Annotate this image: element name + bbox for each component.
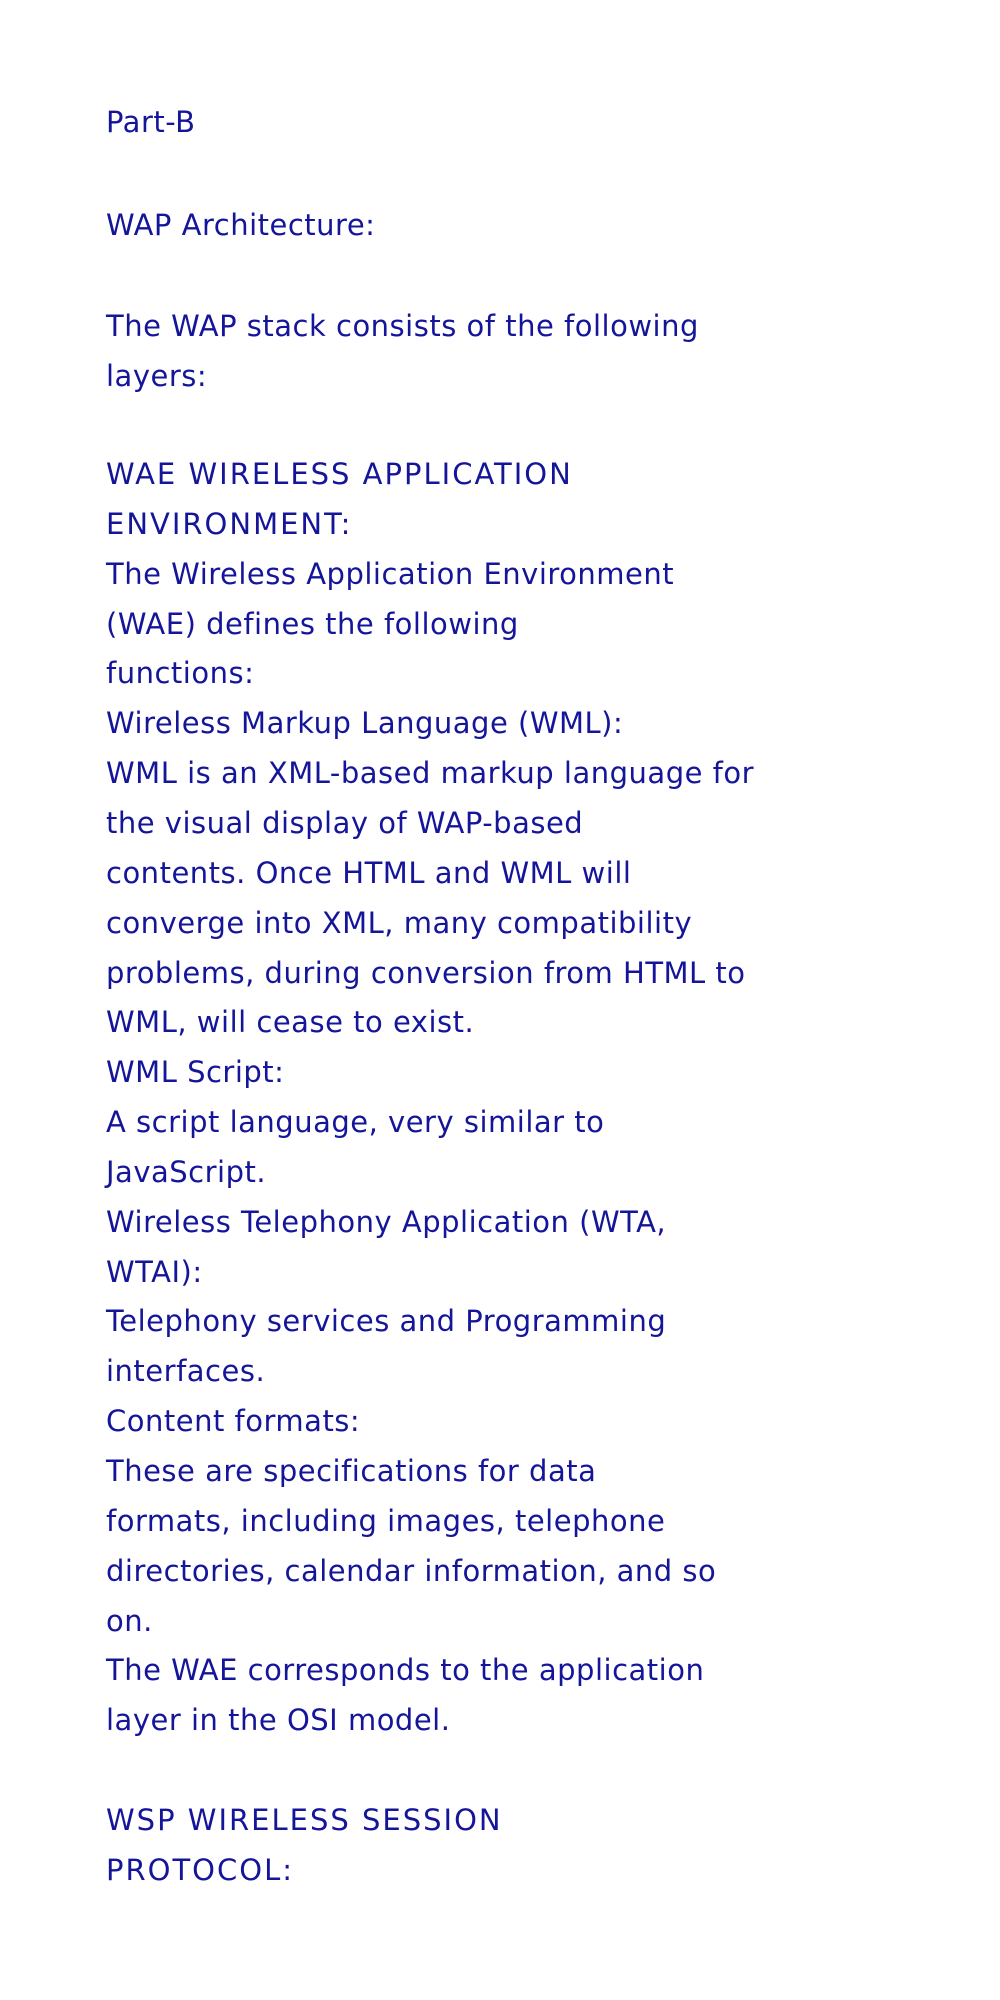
body-line: WTAI): (106, 1255, 203, 1289)
wsp-heading-line: PROTOCOL: (106, 1853, 295, 1887)
part-label: Part-B (106, 105, 196, 139)
wsp-heading-line: WSP WIRELESS SESSION (106, 1803, 503, 1837)
body-line: contents. Once HTML and WML will (106, 856, 632, 890)
body-line: directories, calendar information, and so (106, 1554, 717, 1588)
body-line: The WAE corresponds to the application (106, 1653, 705, 1687)
body-line: A script language, very similar to (106, 1105, 605, 1139)
body-line: interfaces. (106, 1354, 266, 1388)
body-line: functions: (106, 656, 255, 690)
body-line: formats, including images, telephone (106, 1504, 666, 1538)
body-line: Wireless Markup Language (WML): (106, 706, 624, 740)
body-line: The Wireless Application Environment (106, 557, 675, 591)
intro-line: layers: (106, 359, 208, 393)
wae-heading-line: WAE WIRELESS APPLICATION (106, 457, 573, 491)
body-line: (WAE) defines the following (106, 607, 519, 641)
section-title: WAP Architecture: (106, 208, 376, 242)
body-line: WML Script: (106, 1055, 285, 1089)
body-line: Telephony services and Programming (106, 1304, 667, 1338)
body-line: the visual display of WAP-based (106, 806, 584, 840)
body-line: Wireless Telephony Application (WTA, (106, 1205, 667, 1239)
body-line: These are specifications for data (106, 1454, 597, 1488)
body-line: JavaScript. (106, 1155, 267, 1189)
body-line: WML, will cease to exist. (106, 1005, 475, 1039)
wae-heading-line: ENVIRONMENT: (106, 507, 353, 541)
body-line: layer in the OSI model. (106, 1703, 451, 1737)
body-line: WML is an XML-based markup language for (106, 756, 755, 790)
body-line: problems, during conversion from HTML to (106, 956, 746, 990)
body-line: converge into XML, many compatibility (106, 906, 693, 940)
intro-line: The WAP stack consists of the following (106, 309, 699, 343)
body-line: Content formats: (106, 1404, 361, 1438)
body-line: on. (106, 1604, 153, 1638)
